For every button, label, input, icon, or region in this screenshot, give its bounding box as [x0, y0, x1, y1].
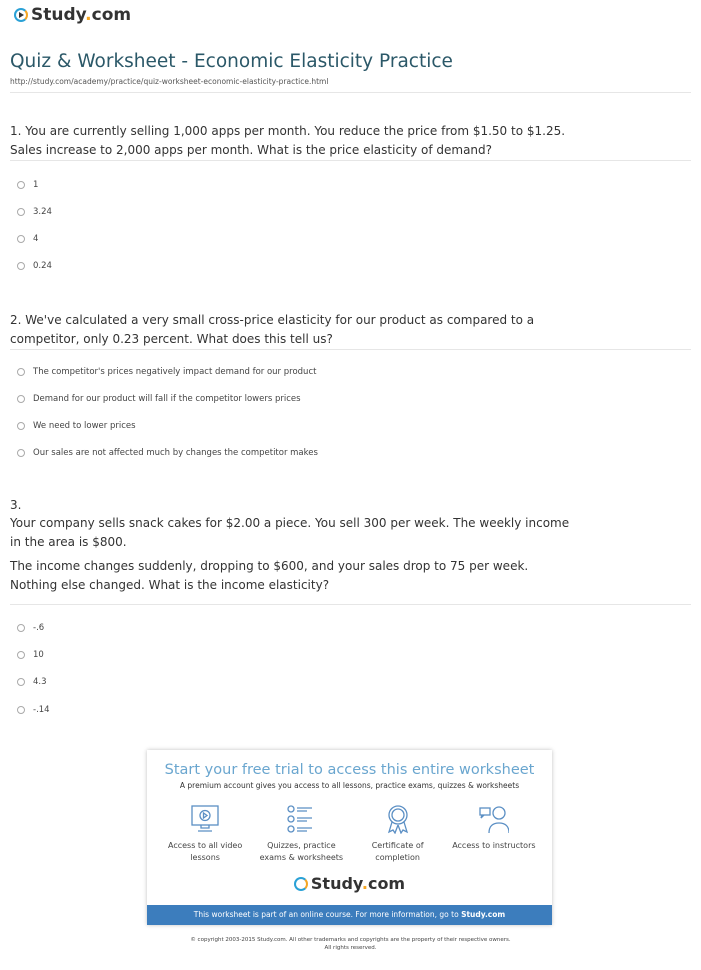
page-url: http://study.com/academy/practice/quiz-worksheet-economic-elasticity-practice.html	[10, 77, 329, 86]
option[interactable]	[17, 367, 316, 377]
play-logo-icon	[294, 877, 308, 891]
option[interactable]	[17, 623, 44, 633]
radio-icon[interactable]	[17, 262, 25, 270]
video-lesson-icon	[190, 804, 220, 834]
option-label: 10	[33, 650, 44, 660]
option-label: 3.24	[33, 207, 52, 217]
divider	[10, 92, 691, 93]
option[interactable]	[17, 650, 44, 660]
option[interactable]	[17, 261, 52, 271]
question-3-number: 3.	[10, 498, 22, 512]
option-label: Our sales are not affected much by changes the competitor makes	[33, 448, 318, 458]
quiz-list-icon	[286, 804, 316, 834]
radio-icon[interactable]	[17, 208, 25, 216]
question-3-text-a: Your company sells snack cakes for $2.00 a piece. You sell 300 per week. The weekly income in the area is $800.	[10, 516, 570, 549]
question-2: 2. We've calculated a very small cross-price elasticity for our product as compared to a competitor, only 0.23 percent. What does this tell us?	[10, 313, 535, 346]
promo-box	[147, 750, 552, 925]
feature-instructors: Access to instructors	[449, 804, 539, 864]
option[interactable]	[17, 234, 38, 244]
study-logo[interactable]: Study.com	[14, 5, 131, 25]
option[interactable]	[17, 448, 318, 458]
option-label: -.14	[33, 705, 50, 715]
radio-icon[interactable]	[17, 235, 25, 243]
option[interactable]	[17, 677, 47, 687]
promo-logo: Study.com	[147, 874, 552, 893]
feature-video: Access to all video lessons	[160, 804, 250, 864]
certificate-icon	[383, 804, 413, 834]
radio-icon[interactable]	[17, 395, 25, 403]
question-3-text-b: The income changes suddenly, dropping to $600, and your sales drop to 75 per week. Nothing else changed. What is the income elasticity?	[10, 559, 529, 592]
copyright: © copyright 2003-2015 Study.com. All other trademarks and copyrights are the property of their respective owners. All rights reserved.	[190, 937, 511, 951]
option[interactable]	[17, 207, 52, 217]
option-label: We need to lower prices	[33, 421, 136, 431]
radio-icon[interactable]	[17, 449, 25, 457]
play-logo-icon	[14, 8, 28, 22]
option-label: Demand for our product will fall if the competitor lowers prices	[33, 394, 301, 404]
promo-subtitle: A premium account gives you access to all lessons, practice exams, quizzes & worksheets	[179, 781, 520, 790]
radio-icon[interactable]	[17, 678, 25, 686]
page-title: Quiz & Worksheet - Economic Elasticity Practice	[10, 51, 453, 72]
divider	[10, 349, 691, 350]
study-link[interactable]: Study.com	[461, 910, 506, 919]
option-label: 4	[33, 234, 39, 244]
radio-icon[interactable]	[17, 624, 25, 632]
feature-certificate: Certificate of completion	[353, 804, 443, 864]
option-label: 0.24	[33, 261, 52, 271]
option-label: -.6	[33, 623, 45, 633]
radio-icon[interactable]	[17, 706, 25, 714]
option[interactable]	[17, 394, 301, 404]
option[interactable]	[17, 705, 50, 715]
option[interactable]	[17, 180, 38, 190]
radio-icon[interactable]	[17, 368, 25, 376]
option[interactable]	[17, 421, 136, 431]
instructor-icon	[479, 804, 509, 834]
question-1: 1. You are currently selling 1,000 apps per month. You reduce the price from $1.50 to $1.25. Sales increase to 2,000 apps per month. What is the price elasticity of demand?	[10, 124, 566, 157]
feature-quizzes: Quizzes, practice exams & worksheets	[256, 804, 346, 864]
promo-title: Start your free trial to access this entire worksheet	[164, 762, 535, 778]
promo-banner: This worksheet is part of an online course. For more information, go to Study.com	[147, 905, 552, 925]
divider	[10, 604, 691, 605]
radio-icon[interactable]	[17, 181, 25, 189]
option-label: 4.3	[33, 677, 47, 687]
radio-icon[interactable]	[17, 651, 25, 659]
option-label: 1	[33, 180, 39, 190]
divider	[10, 160, 691, 161]
radio-icon[interactable]	[17, 422, 25, 430]
option-label: The competitor's prices negatively impact demand for our product	[33, 367, 317, 377]
